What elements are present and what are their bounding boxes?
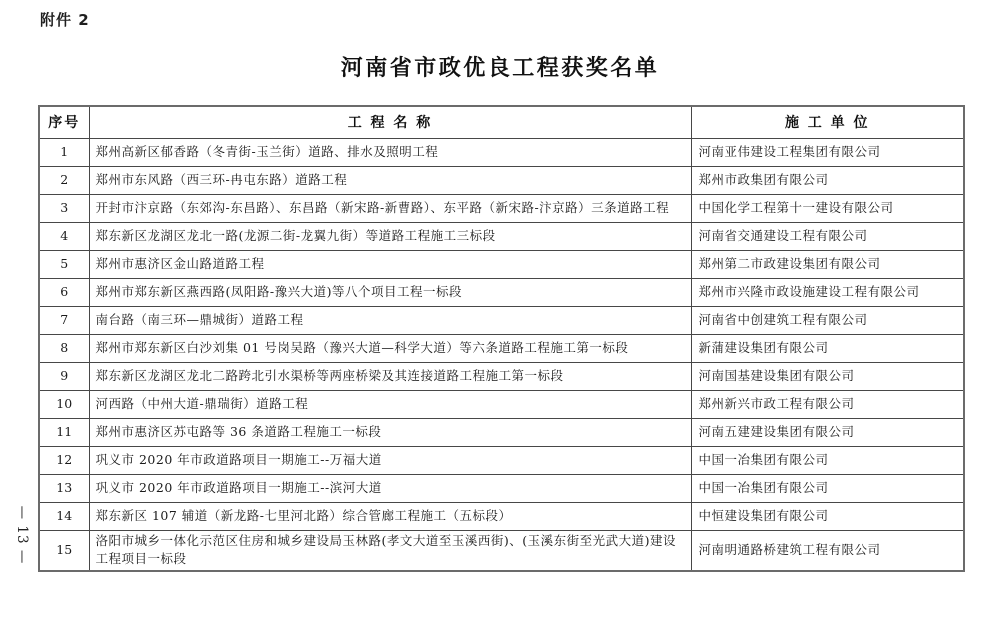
row-index-cell: 8 — [39, 334, 89, 362]
project-name-cell: 郑东新区龙湖区龙北二路跨北引水渠桥等两座桥梁及其连接道路工程施工第一标段 — [89, 362, 691, 390]
company-cell: 中恒建设集团有限公司 — [691, 502, 964, 530]
table-row — [39, 166, 964, 194]
company-cell: 郑州新兴市政工程有限公司 — [691, 390, 964, 418]
row-index-cell: 1 — [39, 138, 89, 166]
project-name-cell: 开封市汴京路（东郊沟-东昌路）、东昌路（新宋路-新曹路）、东平路（新宋路-汴京路）三条道路工程 — [89, 194, 691, 222]
company-cell: 郑州市兴隆市政设施建设工程有限公司 — [691, 278, 964, 306]
project-name-cell: 河西路（中州大道-鼎瑞街）道路工程 — [89, 390, 691, 418]
company-cell: 中国一冶集团有限公司 — [691, 474, 964, 502]
header-row — [39, 106, 964, 138]
table-row — [39, 362, 964, 390]
project-name-cell: 郑东新区 107 辅道（新龙路-七里河北路）综合管廊工程施工（五标段） — [89, 502, 691, 530]
row-index-cell: 10 — [39, 390, 89, 418]
row-index-cell: 11 — [39, 418, 89, 446]
row-index-cell: 5 — [39, 250, 89, 278]
company-cell: 河南省中创建筑工程有限公司 — [691, 306, 964, 334]
table-row — [39, 278, 964, 306]
row-index-cell: 9 — [39, 362, 89, 390]
company-cell: 河南省交通建设工程有限公司 — [691, 222, 964, 250]
table-row — [39, 222, 964, 250]
company-cell: 河南五建建设集团有限公司 — [691, 418, 964, 446]
company-cell: 郑州第二市政建设集团有限公司 — [691, 250, 964, 278]
company-cell: 郑州市政集团有限公司 — [691, 166, 964, 194]
row-index-cell: 2 — [39, 166, 89, 194]
award-table — [38, 105, 965, 572]
table-row — [39, 474, 964, 502]
company-cell: 河南明通路桥建筑工程有限公司 — [691, 530, 964, 571]
company-cell: 河南亚伟建设工程集团有限公司 — [691, 138, 964, 166]
header-company: 施 工 单 位 — [691, 106, 964, 138]
project-name-cell: 郑州市惠济区金山路道路工程 — [89, 250, 691, 278]
project-name-cell: 南台路（南三环—鼎城街）道路工程 — [89, 306, 691, 334]
row-index-cell: 4 — [39, 222, 89, 250]
table-body — [39, 138, 964, 571]
table-row — [39, 502, 964, 530]
company-cell: 中国一冶集团有限公司 — [691, 446, 964, 474]
table-row — [39, 194, 964, 222]
project-name-cell: 郑州高新区郁香路（冬青街-玉兰街）道路、排水及照明工程 — [89, 138, 691, 166]
page-number: — 13 — — [14, 505, 30, 565]
project-name-cell: 郑州市惠济区苏屯路等 36 条道路工程施工一标段 — [89, 418, 691, 446]
company-cell: 河南国基建设集团有限公司 — [691, 362, 964, 390]
table-row — [39, 446, 964, 474]
attachment-label: 附件 2 — [40, 11, 90, 29]
company-cell: 中国化学工程第十一建设有限公司 — [691, 194, 964, 222]
row-index-cell: 6 — [39, 278, 89, 306]
row-index-cell: 7 — [39, 306, 89, 334]
table-row — [39, 138, 964, 166]
table-row — [39, 250, 964, 278]
project-name-cell: 郑东新区龙湖区龙北一路(龙源二街-龙翼九街）等道路工程施工三标段 — [89, 222, 691, 250]
header-project-name: 工 程 名 称 — [89, 106, 691, 138]
row-index-cell: 3 — [39, 194, 89, 222]
row-index-cell: 13 — [39, 474, 89, 502]
project-name-cell: 郑州市郑东新区白沙刘集 01 号岗吴路（豫兴大道—科学大道）等六条道路工程施工第一标段 — [89, 334, 691, 362]
page-title: 河南省市政优良工程获奖名单 — [340, 56, 660, 81]
project-name-cell: 巩义市 2020 年市政道路项目一期施工--万福大道 — [89, 446, 691, 474]
company-cell: 新蒲建设集团有限公司 — [691, 334, 964, 362]
project-name-cell: 洛阳市城乡一体化示范区住房和城乡建设局玉林路(孝文大道至玉溪西街)、(玉溪东街至光武大道)建设工程项目一标段 — [89, 530, 691, 571]
row-index-cell: 14 — [39, 502, 89, 530]
table-row — [39, 530, 964, 571]
project-name-cell: 巩义市 2020 年市政道路项目一期施工--滨河大道 — [89, 474, 691, 502]
project-name-cell: 郑州市郑东新区燕西路(凤阳路-豫兴大道)等八个项目工程一标段 — [89, 278, 691, 306]
project-name-cell: 郑州市东风路（西三环-冉屯东路）道路工程 — [89, 166, 691, 194]
row-index-cell: 12 — [39, 446, 89, 474]
header-index: 序号 — [39, 106, 89, 138]
table-row — [39, 334, 964, 362]
table-row — [39, 418, 964, 446]
table-row — [39, 306, 964, 334]
row-index-cell: 15 — [39, 530, 89, 571]
table-row — [39, 390, 964, 418]
